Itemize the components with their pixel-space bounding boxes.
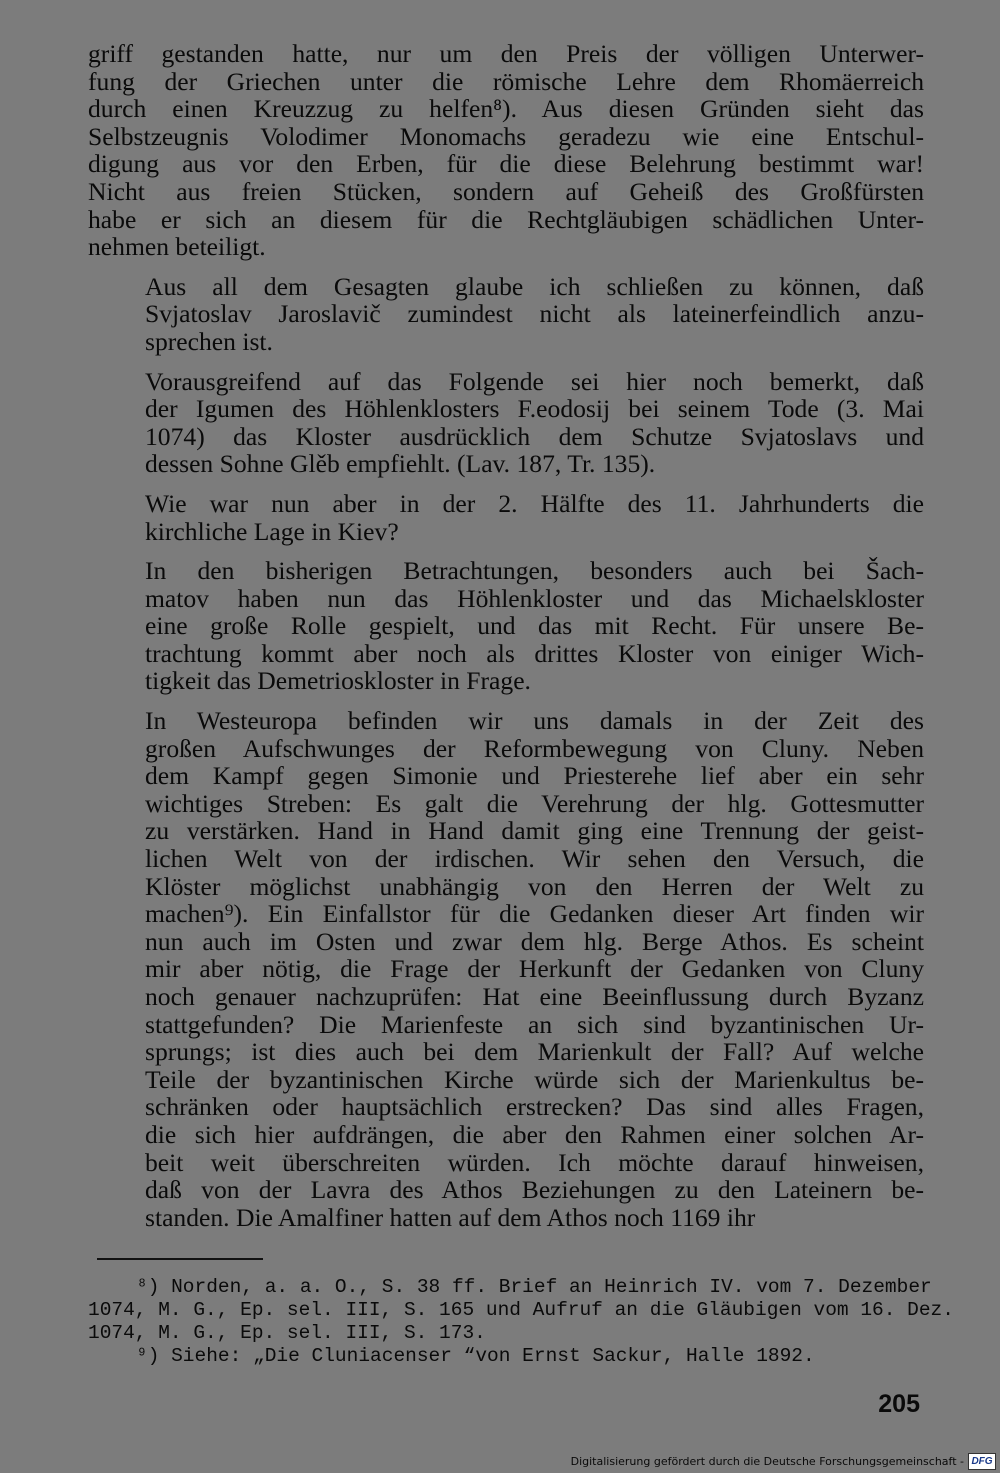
text-line: habe er sich an diesem für die Rechtgläubigen schädlichen Unter- bbox=[88, 204, 924, 234]
text-line: Selbstzeugnis Volodimer Monomachs geradezu wie eine Entschul- bbox=[88, 121, 924, 151]
text-line: digung aus vor den Erben, für die diese Belehrung bestimmt war! bbox=[88, 149, 924, 179]
paragraph bbox=[88, 273, 924, 356]
text-line: Teile der byzantinischen Kirche würde sich der Marienkultus be- bbox=[145, 1064, 924, 1094]
paragraph bbox=[88, 490, 924, 545]
footnote-divider bbox=[97, 1258, 263, 1260]
text-line: stattgefunden? Die Marienfeste an sich sind byzantinischen Ur- bbox=[145, 1009, 924, 1039]
text-line: sprungs; ist dies auch bei dem Marienkult der Fall? Auf welche bbox=[145, 1037, 924, 1067]
text-line: der Igumen des Höhlenklosters F.eodosij bei seinem Tode (3. Mai bbox=[145, 394, 924, 424]
text-line: griff gestanden hatte, nur um den Preis der völligen Unterwer- bbox=[88, 39, 924, 68]
text-line: sprechen ist. bbox=[145, 326, 273, 356]
text-line: nehmen beteiligt. bbox=[88, 232, 266, 262]
text-line: eine große Rolle gespielt, und das mit Recht. Für unsere Be- bbox=[145, 611, 924, 641]
text-line: Svjatoslav Jaroslavič zumindest nicht als lateinerfeindlich anzu- bbox=[145, 299, 924, 329]
text-line: trachtung kommt aber noch als drittes Kloster von einiger Wich- bbox=[145, 638, 924, 668]
text-line: Wie war nun aber in der 2. Hälfte des 11. Jahrhunderts die bbox=[145, 488, 924, 518]
text-line: In Westeuropa befinden wir uns damals in der Zeit des bbox=[145, 706, 924, 736]
text-line: schränken oder hauptsächlich erstrecken? Das sind alles Fragen, bbox=[145, 1092, 924, 1122]
text-line: fung der Griechen unter die römische Lehre dem Rhomäerreich bbox=[88, 66, 924, 96]
text-line: tigkeit das Demetrioskloster in Frage. bbox=[145, 666, 531, 696]
text-line: 1074) das Kloster ausdrücklich dem Schutze Svjatoslavs und bbox=[145, 421, 924, 451]
footnote-line: 1074, M. G., Ep. sel. III, S. 173. bbox=[88, 1322, 486, 1344]
text-line: zu verstärken. Hand in Hand damit ging eine Trennung der geist- bbox=[145, 816, 924, 846]
text-line: machen⁹). Ein Einfallstor für die Gedanken dieser Art finden wir bbox=[145, 899, 924, 929]
main-text bbox=[88, 40, 924, 1243]
footnote-line: ⁸) Norden, a. a. O., S. 38 ff. Brief an Heinrich IV. vom 7. Dezember bbox=[136, 1276, 932, 1298]
text-line: standen. Die Amalfiner hatten auf dem Athos noch 1169 ihr bbox=[145, 1202, 756, 1232]
text-line: durch einen Kreuzzug zu helfen⁸). Aus diesen Gründen sieht das bbox=[88, 94, 924, 124]
digitization-credit bbox=[571, 1453, 996, 1470]
text-line: die sich hier aufdrängen, die aber den Rahmen einer solchen Ar- bbox=[145, 1119, 924, 1149]
text-line: dessen Sohne Glěb empfiehlt. (Lav. 187, Tr. 135). bbox=[145, 449, 656, 479]
footnote-line: ⁹) Siehe: „Die Cluniacenser “von Ernst Sackur, Halle 1892. bbox=[136, 1345, 815, 1367]
text-line: Klöster möglichst unabhängig von den Herren der Welt zu bbox=[145, 871, 924, 901]
text-line: lichen Welt von der irdischen. Wir sehen den Versuch, die bbox=[145, 844, 924, 874]
text-line: In den bisherigen Betrachtungen, besonders auch bei Šach- bbox=[145, 556, 924, 586]
footnote bbox=[88, 1276, 954, 1345]
text-line: noch genauer nachzuprüfen: Hat eine Beeinflussung durch Byzanz bbox=[145, 982, 924, 1011]
paragraph bbox=[88, 40, 924, 261]
paragraph bbox=[88, 707, 924, 1231]
footnote-line: 1074, M. G., Ep. sel. III, S. 165 und Aufruf an die Gläubigen vom 16. Dez. bbox=[88, 1299, 954, 1321]
text-line: dem Kampf gegen Simonie und Priesterehe lief aber ein sehr bbox=[145, 761, 924, 791]
dfg-logo: DFG bbox=[968, 1453, 996, 1470]
text-line: mir aber nötig, die Frage der Herkunft der Gedanken von Cluny bbox=[145, 954, 924, 984]
text-line: nun auch im Osten und zwar dem hlg. Berge Athos. Es scheint bbox=[145, 926, 924, 956]
text-line: großen Aufschwunges der Reformbewegung von Cluny. Neben bbox=[145, 733, 924, 763]
text-line: Nicht aus freien Stücken, sondern auf Geheiß des Großfürsten bbox=[88, 176, 924, 206]
text-line: matov haben nun das Höhlenkloster und das Michaelskloster bbox=[145, 583, 924, 613]
text-line: wichtiges Streben: Es galt die Verehrung der hlg. Gottesmutter bbox=[145, 788, 924, 818]
text-line: kirchliche Lage in Kiev? bbox=[145, 516, 399, 546]
footnote bbox=[88, 1345, 924, 1368]
text-line: beit weit überschreiten würden. Ich möchte darauf hinweisen, bbox=[145, 1147, 924, 1177]
paragraph bbox=[88, 557, 924, 695]
text-line: Aus all dem Gesagten glaube ich schließen zu können, daß bbox=[145, 271, 924, 301]
paragraph bbox=[88, 368, 924, 478]
footnotes bbox=[88, 1276, 954, 1368]
text-line: Vorausgreifend auf das Folgende sei hier noch bemerkt, daß bbox=[145, 366, 924, 396]
page-number: 205 bbox=[878, 1390, 920, 1418]
credit-text: Digitalisierung gefördert durch die Deutsche Forschungsgemeinschaft - bbox=[570, 1455, 964, 1468]
text-line: daß von der Lavra des Athos Beziehungen zu den Lateinern be- bbox=[145, 1175, 924, 1205]
